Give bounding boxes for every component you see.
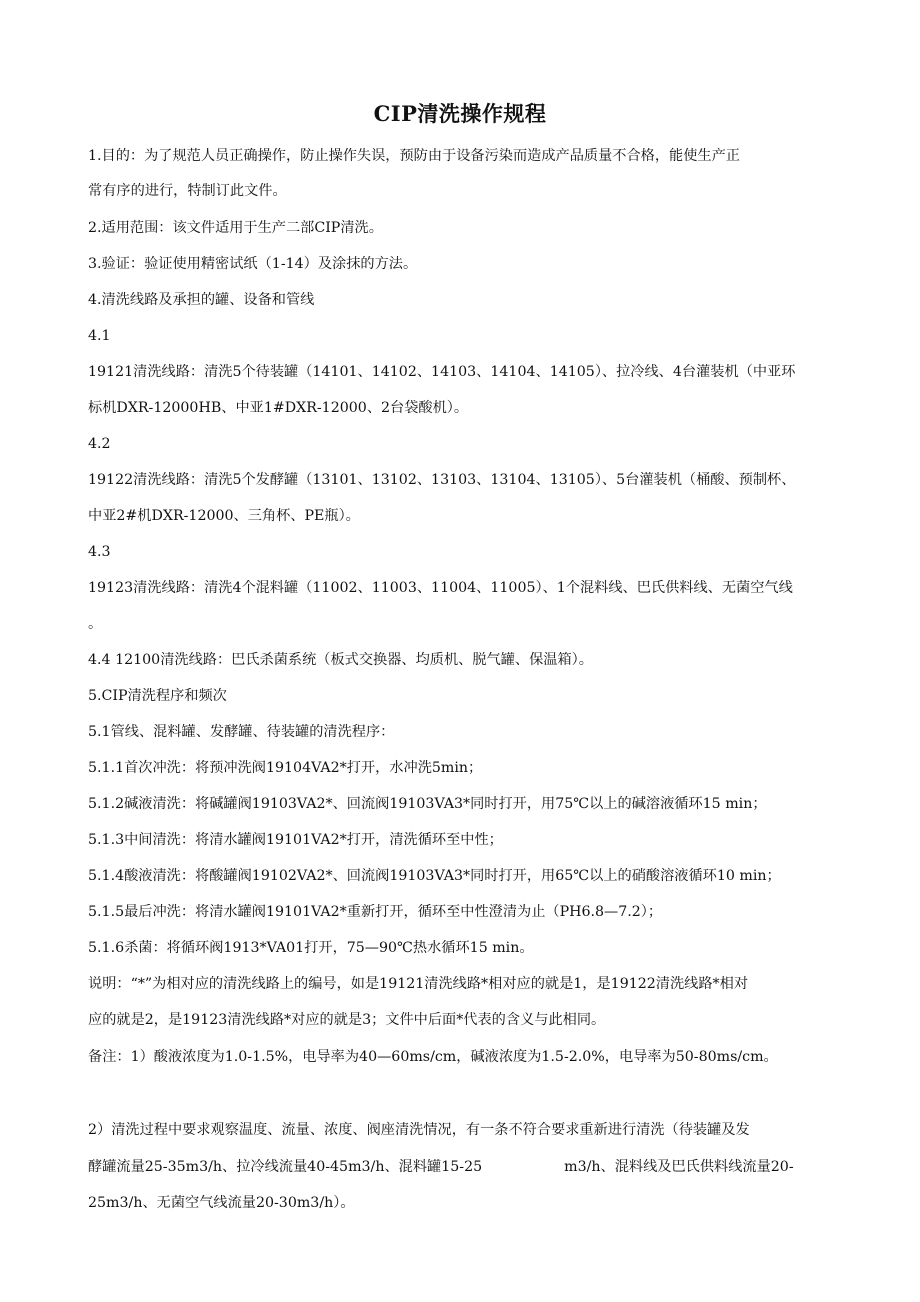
text-line: 4.2 (88, 436, 111, 452)
text-line: 19123清洗线路：清洗4个混料罐（11002、11003、11004、11005）、1个混料线、巴氏供料线、无菌空气线 (88, 580, 793, 596)
text-line: 5.1.5最后冲洗：将清水罐阀19101VA2*重新打开，循环至中性澄清为止（PH6.8—7.2）； (88, 904, 663, 920)
text-line (88, 1157, 794, 1177)
text-line: 5.1.3中间清洗：将清水罐阀19101VA2*打开，清洗循环至中性； (88, 832, 503, 848)
text-line: 5.1.1首次冲洗：将预冲洗阀19104VA2*打开，水冲洗5min； (88, 760, 483, 776)
document-title: CIP清洗操作规程 (373, 101, 547, 126)
text-line: 。 (88, 616, 103, 632)
text-line: 中亚2#机DXR-12000、三角杯、PE瓶）。 (88, 508, 360, 524)
text-line: 说明：“*”为相对应的清洗线路上的编号，如是19121清洗线路*相对应的就是1，是19122清洗线路*相对 (88, 976, 749, 992)
text-line: 4.1 (88, 328, 111, 344)
text-line: 3.验证：验证使用精密试纸（1-14）及涂抹的方法。 (88, 256, 418, 272)
text-line: 常有序的进行，特制订此文件。 (88, 183, 287, 199)
text-line: 1.目的：为了规范人员正确操作，防止操作失误，预防由于设备污染而造成产品质量不合格，能使生产正 (88, 148, 740, 164)
text-segment: 酵罐流量25-35m3/h、拉冷线流量40-45m3/h、混料罐15-25 (88, 1159, 483, 1175)
text-line: 标机DXR-12000HB、中亚1#DXR-12000、2台袋酸机）。 (88, 400, 469, 416)
text-line: 19121清洗线路：清洗5个待装罐（14101、14102、14103、14104、14105）、拉冷线、4台灌装机（中亚环 (88, 364, 796, 380)
text-line: 5.1管线、混料罐、发酵罐、待装罐的清洗程序： (88, 724, 395, 740)
text-segment: m3/h、混料线及巴氏供料线流量20- (564, 1159, 794, 1175)
text-line: 25m3/h、无菌空气线流量20-30m3/h）。 (88, 1195, 355, 1211)
text-line: 2.适用范围：该文件适用于生产二部CIP清洗。 (88, 220, 383, 236)
text-line: 4.3 (88, 544, 111, 560)
text-line: 5.1.2碱液清洗：将碱罐阀19103VA2*、回流阀19103VA3*同时打开，用75℃以上的碱溶液循环15 min； (88, 796, 767, 812)
text-line: 5.1.4酸液清洗：将酸罐阀19102VA2*、回流阀19103VA3*同时打开，用65℃以上的硝酸溶液循环10 min； (88, 868, 781, 884)
text-line: 5.1.6杀菌：将循环阀1913*VA01打开，75—90℃热水循环15 min。 (88, 940, 534, 956)
text-line: 2）清洗过程中要求观察温度、流量、浓度、阀座清洗情况，有一条不符合要求重新进行清洗（待装罐及发 (88, 1122, 750, 1138)
text-line: 4.4 12100清洗线路：巴氏杀菌系统（板式交换器、均质机、脱气罐、保温箱）。 (88, 652, 593, 668)
text-line: 5.CIP清洗程序和频次 (88, 688, 227, 704)
text-line: 应的就是2，是19123清洗线路*对应的就是3；文件中后面*代表的含义与此相同。 (88, 1012, 606, 1028)
text-line: 备注：1）酸液浓度为1.0-1.5%，电导率为40—60ms/cm，碱液浓度为1.5-2.0%，电导率为50-80ms/cm。 (88, 1049, 778, 1065)
text-line: 4.清洗线路及承担的罐、设备和管线 (88, 292, 315, 308)
text-line: 19122清洗线路：清洗5个发酵罐（13101、13102、13103、13104、13105）、5台灌装机（桶酸、预制杯、 (88, 472, 796, 488)
